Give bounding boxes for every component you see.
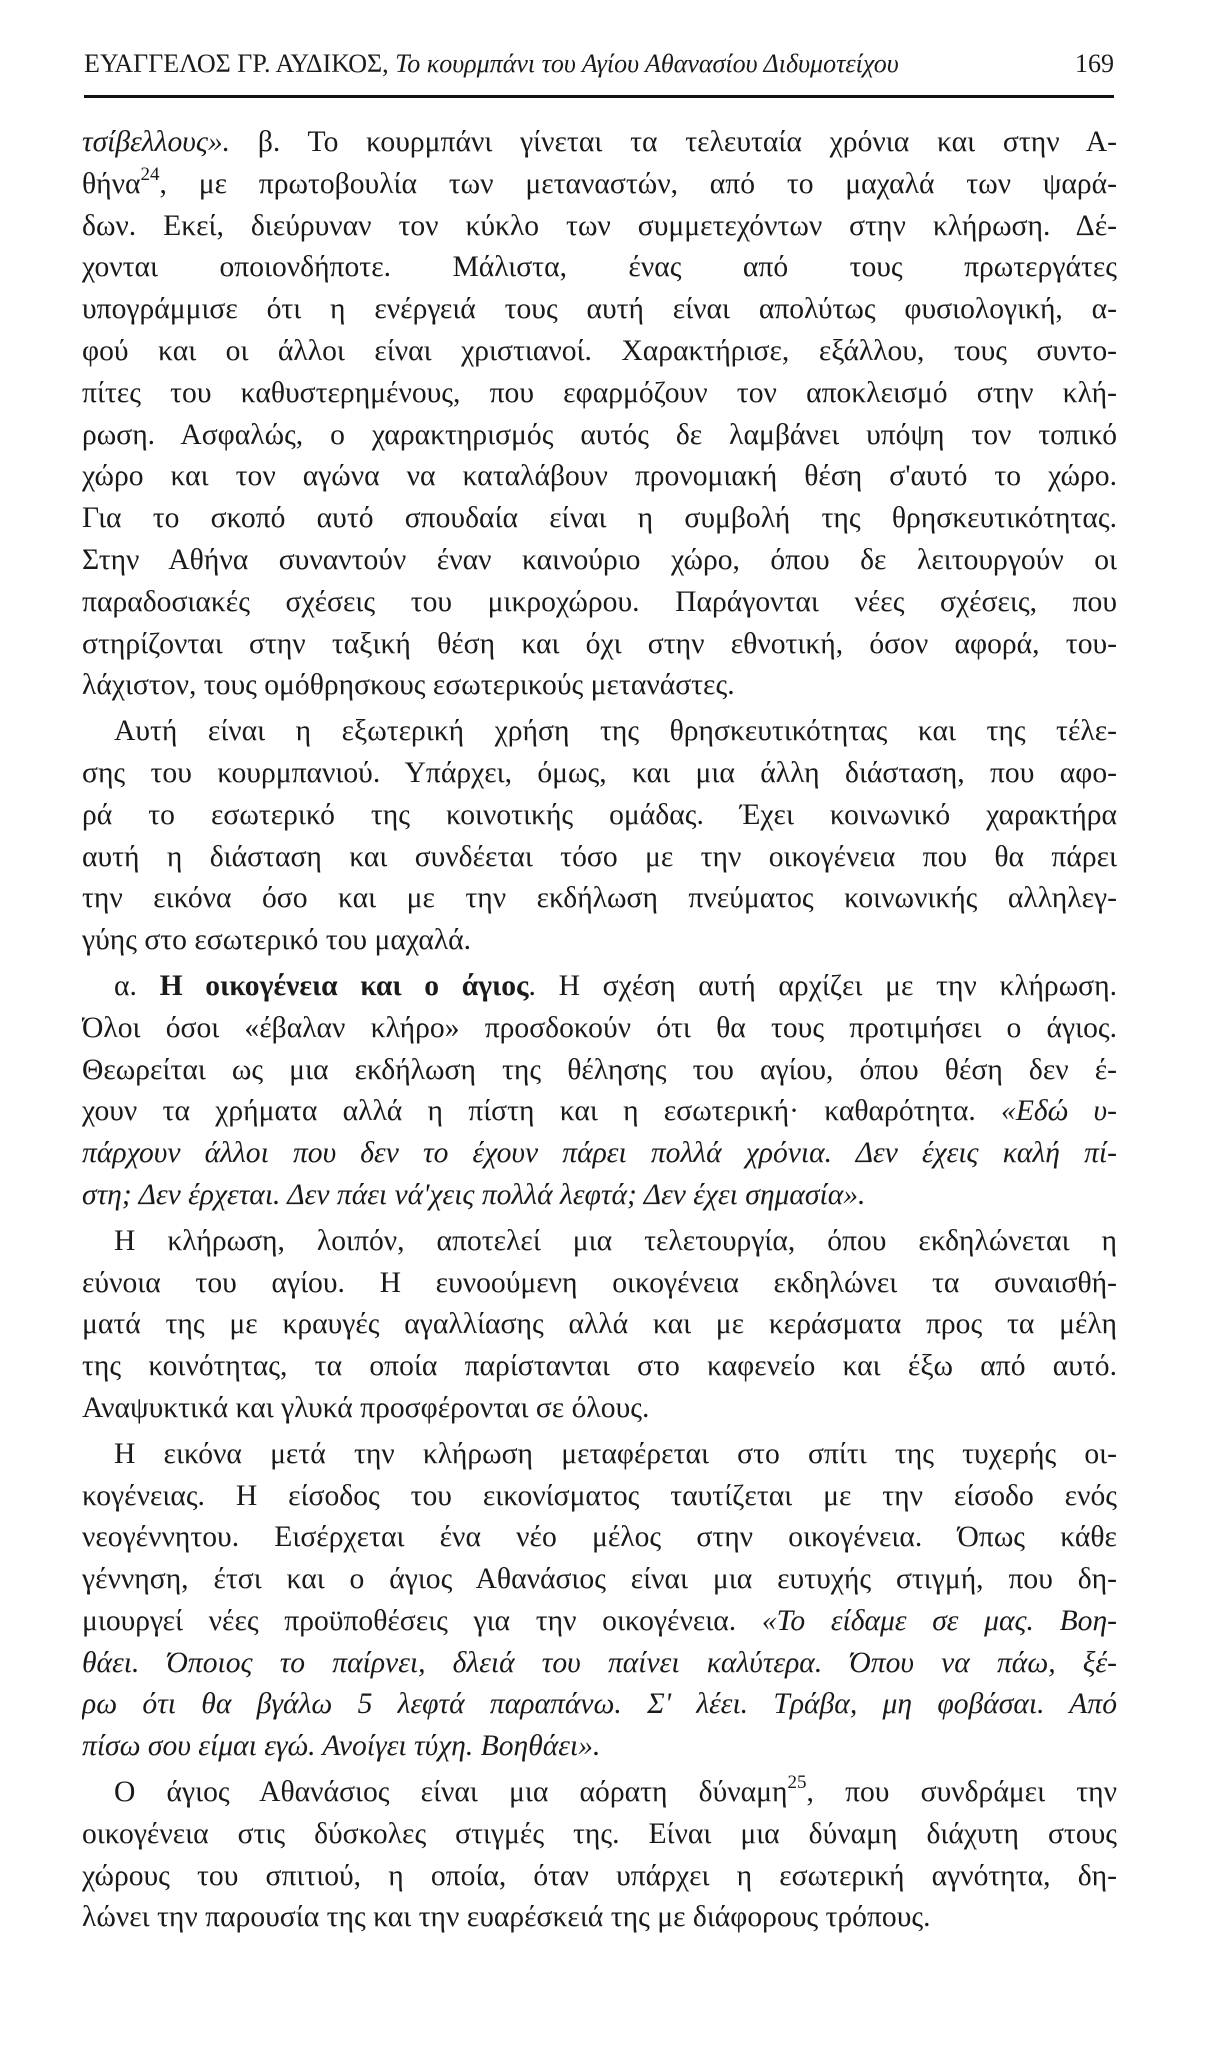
text-line (82, 966, 1117, 1008)
text-line: αυτή η διάσταση και συνδέεται τόσο με την οικογένεια που θα πάρει (82, 840, 1117, 873)
text-line: στηρίζονται στην ταξική θέση και όχι στην εθνοτική, όσον αφορά, του- (82, 627, 1117, 660)
text-line: της κοινότητας, τα οποία παρίστανται στο καφενείο και έξω από αυτό. (82, 1350, 1117, 1383)
text-line: Θεωρείται ως μια εκδήλωση της θέλησης του αγίου, όπου θέση δεν έ- (82, 1053, 1117, 1086)
text-line: Όλοι όσοι «έβαλαν κλήρο» προσδοκούν ότι θα τους προτιμήσει ο άγιος. (82, 1011, 1117, 1044)
page-number: 169 (1075, 49, 1114, 78)
text-line: πίτες του καθυστερημένους, που εφαρμόζουν τον αποκλεισμό στην κλή- (82, 376, 1117, 409)
text-run: α. (114, 969, 160, 1002)
text-line: χονται οποιονδήποτε. Μάλιστα, ένας από τους πρωτεργάτες (82, 251, 1117, 284)
text-run: . Η σχέση αυτή αρχίζει με την κλήρωση. (528, 969, 1117, 1002)
text-run: , με πρωτοβουλία των μεταναστών, από το μαχαλά των ψαρά- (159, 167, 1117, 200)
text-line: λάχιστον, τους ομόθρησκους εσωτερικούς μετανάστες. (82, 669, 735, 702)
footnote-ref: 25 (787, 1772, 807, 1794)
footnote-ref: 24 (140, 163, 160, 185)
text-run: χουν τα χρήματα αλλά η πίστη και η εσωτερική· καθαρότητα. (82, 1095, 1002, 1128)
text-run: β. Το κουρμπάνι γίνεται τα τελευταία χρόνια και στην Α- (230, 126, 1117, 158)
header-rule (84, 95, 1114, 98)
text-run: θήνα (82, 167, 141, 200)
text-line (82, 122, 1117, 164)
header-author: ΕΥΑΓΓΕΛΟΣ ΓΡ. ΑΥΔΙΚΟΣ, (84, 49, 389, 78)
italic-quote: θάει. Όποιος το παίρνει, δλειά του παίνει καλύτερα. Όπου να πάω, ξέ- (82, 1646, 1117, 1679)
text-line (82, 164, 1117, 206)
text-line (82, 1091, 1117, 1133)
text-line (82, 1684, 1117, 1726)
text-line (82, 1643, 1117, 1685)
italic-quote: πίσω σου είμαι εγώ. Ανοίγει τύχη. Βοηθάει». (82, 1730, 601, 1763)
italic-quote: ρω ότι θα βγάλω 5 λεφτά παραπάνω. Σ' λέει. Τράβα, μη φοβάσαι. Από (82, 1688, 1117, 1721)
text-line (82, 1175, 1117, 1217)
running-title (84, 44, 899, 84)
text-line: ρωση. Ασφαλώς, ο χαρακτηρισμός αυτός δε λαμβάνει υπόψη τον τοπικό (82, 418, 1117, 451)
text-run: Ο άγιος Αθανάσιος είναι μια αόρατη δύναμη (114, 1776, 788, 1809)
text-line: φού και οι άλλοι είναι χριστιανοί. Χαρακτήρισε, εξάλλου, τους συντο- (82, 334, 1117, 367)
text-run: μιουργεί νέες προϋποθέσεις για την οικογένεια. (82, 1604, 762, 1637)
text-line: Η εικόνα μετά την κλήρωση μεταφέρεται στο σπίτι της τυχερής οι- (114, 1437, 1117, 1470)
text-line: εύνοια του αγίου. Η ευνοούμενη οικογένεια εκδηλώνει τα συναισθή- (82, 1266, 1117, 1299)
text-line: σης του κουρμπανιού. Υπάρχει, όμως, και μια άλλη διάσταση, που αφο- (82, 756, 1117, 789)
text-line: δων. Εκεί, διεύρυναν τον κύκλο των συμμετεχόντων στην κλήρωση. Δέ- (82, 209, 1117, 242)
text-line: χώρους του σπιτιού, η οποία, όταν υπάρχει η εσωτερική αγνότητα, δη- (82, 1859, 1117, 1892)
text-line: κογένειας. Η είσοδος του εικονίσματος ταυτίζεται με την είσοδο ενός (82, 1479, 1117, 1512)
header-book-title: Το κουρμπάνι του Αγίου Αθανασίου Διδυμοτείχου (395, 49, 899, 78)
text-line: παραδοσιακές σχέσεις του μικροχώρου. Παράγονται νέες σχέσεις, που (82, 585, 1117, 618)
running-header (84, 44, 1114, 84)
text-line: ματά της με κραυγές αγαλλίασης αλλά και με κεράσματα προς τα μέλη (82, 1308, 1117, 1341)
italic-quote: «Εδώ υ- (1001, 1095, 1117, 1128)
text-line: Η κλήρωση, λοιπόν, αποτελεί μια τελετουργία, όπου εκδηλώνεται η (114, 1224, 1117, 1257)
text-line: Στην Αθήνα συναντούν έναν καινούριο χώρο, όπου δε λειτουργούν οι (82, 543, 1117, 576)
body-text (82, 122, 1117, 1939)
text-line: Για το σκοπό αυτό σπουδαία είναι η συμβολή της θρησκευτικότητας. (82, 502, 1117, 535)
text-line (82, 1133, 1117, 1175)
text-line: ρά το εσωτερικό της κοινοτικής ομάδας. Έχει κοινωνικό χαρακτήρα (82, 798, 1117, 831)
text-line (82, 1601, 1117, 1643)
text-line (82, 1772, 1117, 1814)
italic-quote: πάρχουν άλλοι που δεν το έχουν πάρει πολλά χρόνια. Δεν έχεις καλή πί- (82, 1137, 1117, 1170)
text-line: γέννηση, έτσι και ο άγιος Αθανάσιος είναι μια ευτυχής στιγμή, που δη- (82, 1563, 1117, 1596)
text-run: , που συνδράμει την (806, 1776, 1117, 1809)
text-line: οικογένεια στις δύσκολες στιγμές της. Είναι μια δύναμη διάχυτη στους (82, 1817, 1117, 1850)
text-line: λώνει την παρουσία της και την ευαρέσκειά της με διάφορους τρόπους. (82, 1901, 931, 1934)
text-line (82, 1726, 1117, 1768)
text-line: υπογράμμισε ότι η ενέργειά τους αυτή είναι απολύτως φυσιολογική, α- (82, 293, 1117, 326)
text-line: την εικόνα όσο και με την εκδήλωση πνεύματος κοινωνικής αλληλεγ- (82, 882, 1117, 915)
text-line: Αυτή είναι η εξωτερική χρήση της θρησκευτικότητας και της τέλε- (114, 715, 1117, 748)
italic-quote: στη; Δεν έρχεται. Δεν πάει νά'χεις πολλά λεφτά; Δεν έχει σημασία». (82, 1178, 866, 1211)
text-line: χώρο και τον αγώνα να καταλάβουν προνομιακή θέση σ'αυτό το χώρο. (82, 460, 1117, 493)
text-line: γύης στο εσωτερικό του μαχαλά. (82, 924, 472, 957)
italic-quote: «Το είδαμε σε μας. Βοη- (761, 1604, 1117, 1637)
italic-quote: τσίβελλους». (82, 126, 231, 158)
section-heading: Η οικογένεια και ο άγιος (159, 969, 529, 1002)
text-line: νεογέννητου. Εισέρχεται ένα νέο μέλος στην οικογένεια. Όπως κάθε (82, 1521, 1117, 1554)
text-line: Αναψυκτικά και γλυκά προσφέρονται σε όλους. (82, 1391, 650, 1424)
